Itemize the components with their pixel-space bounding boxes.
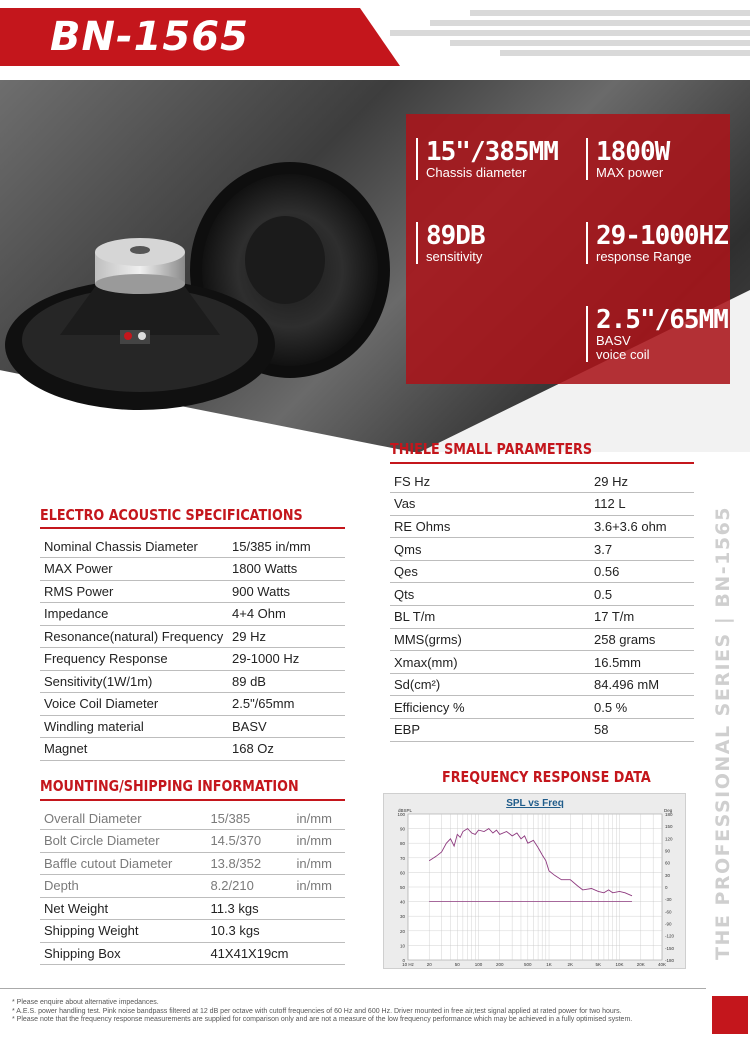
x-tick-label: 500 (524, 962, 532, 967)
mounting-table (40, 807, 345, 965)
row-value: 29 Hz (590, 470, 694, 493)
mounting-rule (40, 799, 345, 801)
electro-rule (40, 527, 345, 529)
row-value: 15/385 in/mm (228, 535, 345, 558)
footnotes (12, 999, 702, 1025)
table-row (390, 719, 694, 742)
y-tick-label: 40 (399, 899, 405, 905)
table-row (40, 693, 345, 716)
table-row (40, 603, 345, 626)
row-label: Nominal Chassis Diameter (40, 535, 228, 558)
table-row (40, 807, 345, 830)
table-row (390, 583, 694, 606)
row-label: Net Weight (40, 897, 206, 920)
row-label: Xmax(mm) (390, 651, 590, 674)
table-row (390, 673, 694, 696)
row-value (293, 897, 345, 920)
table-row (390, 515, 694, 538)
table-row (40, 715, 345, 738)
row-value: 8.2/210 (206, 875, 292, 898)
x-tick-label: 20 (426, 962, 432, 967)
table-row (40, 648, 345, 671)
row-label: Voice Coil Diameter (40, 693, 228, 716)
table-row (390, 696, 694, 719)
x-tick-label: 10 Hz (402, 962, 414, 967)
table-row (40, 580, 345, 603)
table-row (390, 651, 694, 674)
header-stripes (380, 8, 750, 66)
chart-title: SPL vs Freq (506, 798, 564, 809)
row-value: in/mm (293, 807, 345, 830)
x-tick-label: 200 (495, 962, 504, 967)
x-tick-label: 100 (474, 962, 483, 967)
y2-tick-label: 180 (665, 812, 673, 817)
row-value: in/mm (293, 852, 345, 875)
y2-tick-label: -150 (665, 945, 675, 951)
row-label: MMS(grms) (390, 628, 590, 651)
row-label: RMS Power (40, 580, 228, 603)
row-label: Shipping Box (40, 942, 206, 965)
table-row (40, 670, 345, 693)
speaker-illustration (0, 160, 400, 460)
row-value (293, 920, 345, 943)
x-tick-label: 5K (595, 962, 602, 967)
row-value: 258 grams (590, 628, 694, 651)
row-label: Qes (390, 560, 590, 583)
spec-response-range: 29-1000HZ response Range (586, 222, 728, 264)
y-tick-label: 70 (399, 855, 405, 861)
row-label: Sd(cm²) (390, 673, 590, 696)
table-row (40, 738, 345, 761)
row-value: 0.5 (590, 583, 694, 606)
row-value: 0.5 % (590, 696, 694, 719)
table-row (390, 628, 694, 651)
spec-sensitivity: 89DB sensitivity (416, 222, 485, 264)
thiele-rule (390, 462, 694, 464)
table-row (40, 875, 345, 898)
row-label: Shipping Weight (40, 920, 206, 943)
table-row (40, 830, 345, 853)
row-value: 58 (590, 719, 694, 742)
row-value: 3.7 (590, 538, 694, 561)
header-banner (0, 0, 750, 78)
y2-tick-label: 60 (665, 860, 671, 866)
table-row (40, 942, 345, 965)
row-label: Depth (40, 875, 206, 898)
row-value: 900 Watts (228, 580, 345, 603)
row-label: Sensitivity(1W/1m) (40, 670, 228, 693)
row-value (293, 942, 345, 965)
row-label: Impedance (40, 603, 228, 626)
y2-axis-label: Deg (664, 808, 673, 813)
table-row (40, 897, 345, 920)
row-value: 29 Hz (228, 625, 345, 648)
table-row (390, 470, 694, 493)
y2-tick-label: -60 (665, 909, 672, 915)
y2-tick-label: -30 (665, 897, 672, 903)
row-label: FS Hz (390, 470, 590, 493)
row-value: 41X41X19cm (206, 942, 292, 965)
row-value: in/mm (293, 830, 345, 853)
electro-title: ELECTRO ACOUSTIC SPECIFICATIONS (40, 506, 303, 524)
table-row (40, 558, 345, 581)
y-tick-label: 80 (399, 841, 405, 847)
row-value: 10.3 kgs (206, 920, 292, 943)
row-label: Windling material (40, 715, 228, 738)
row-label: Qms (390, 538, 590, 561)
table-row (390, 560, 694, 583)
y2-tick-label: 120 (665, 836, 673, 842)
row-label: MAX Power (40, 558, 228, 581)
electro-table (40, 535, 345, 761)
row-value: 4+4 Ohm (228, 603, 345, 626)
footnote: * Please note that the frequency response measurements are supplied for comparison only and are not a measure of the low frequency performance which may be achieved in a fully optimised system. (12, 1016, 633, 1023)
row-value: 84.496 mM (590, 673, 694, 696)
row-label: RE Ohms (390, 515, 590, 538)
x-tick-label: 10K (615, 962, 624, 967)
y2-tick-label: -90 (665, 921, 672, 927)
footer-rule (0, 988, 706, 989)
row-label: Bolt Circle Diameter (40, 830, 206, 853)
row-value: 89 dB (228, 670, 345, 693)
row-value: 17 T/m (590, 606, 694, 629)
row-label: Efficiency % (390, 696, 590, 719)
x-tick-label: 20K (636, 962, 645, 967)
row-label: Vas (390, 493, 590, 516)
y2-tick-label: 150 (665, 824, 673, 830)
row-value: BASV (228, 715, 345, 738)
frequency-title: FREQUENCY RESPONSE DATA (442, 768, 651, 786)
x-tick-label: 50 (454, 962, 460, 967)
row-label: Magnet (40, 738, 228, 761)
footnote: * Please enquire about alternative impedances. (12, 999, 159, 1006)
x-tick-label: 2K (567, 962, 574, 967)
x-tick-label: 1K (546, 962, 552, 967)
model-title: BN-1565 (50, 14, 249, 60)
y-tick-label: 100 (397, 812, 405, 817)
thiele-table (390, 470, 694, 742)
row-label: Resonance(natural) Frequency (40, 625, 228, 648)
row-value: 16.5mm (590, 651, 694, 674)
row-value: 13.8/352 (206, 852, 292, 875)
row-value: 168 Oz (228, 738, 345, 761)
table-row (390, 606, 694, 629)
y-axis-label: dBSPL (398, 808, 413, 813)
row-value: 3.6+3.6 ohm (590, 515, 694, 538)
x-tick-label: 40K (657, 962, 667, 967)
y-tick-label: 10 (399, 943, 405, 949)
y2-tick-label: -180 (665, 958, 675, 963)
frequency-graph (383, 793, 686, 969)
table-row (40, 535, 345, 558)
row-value: in/mm (293, 875, 345, 898)
y2-tick-label: 0 (665, 885, 668, 890)
row-value: 112 L (590, 493, 694, 516)
spec-max-power: 1800W MAX power (586, 138, 669, 180)
row-value: 2.5"/65mm (228, 693, 345, 716)
footnote: * A.E.S. power handling test. Pink noise bandpass filtered at 12 dB per octave with cutoff frequencies of 60 Hz and 600 Hz. Driver mounted in free air,test signal applied at rated power for two hours. (12, 1007, 622, 1015)
row-label: Baffle cutout Diameter (40, 852, 206, 875)
spec-voice-coil: 2.5"/65MM BASV voice coil (586, 306, 728, 362)
mounting-title: MOUNTING/SHIPPING INFORMATION (40, 777, 299, 795)
y2-tick-label: 90 (665, 848, 671, 854)
row-value: 15/385 (206, 807, 292, 830)
y-tick-label: 20 (399, 928, 405, 934)
y-tick-label: 60 (399, 870, 405, 876)
table-row (40, 625, 345, 648)
table-row (390, 538, 694, 561)
row-value: 0.56 (590, 560, 694, 583)
y-tick-label: 90 (399, 826, 405, 832)
thiele-title: THIELE SMALL PARAMETERS (390, 440, 593, 458)
row-label: EBP (390, 719, 590, 742)
y-tick-label: 30 (399, 914, 405, 920)
spec-chassis: 15"/385MM Chassis diameter (416, 138, 558, 180)
table-row (40, 920, 345, 943)
row-label: Overall Diameter (40, 807, 206, 830)
row-label: Frequency Response (40, 648, 228, 671)
table-row (40, 852, 345, 875)
y2-tick-label: -120 (665, 933, 675, 939)
y-tick-label: 0 (402, 958, 405, 963)
key-specs-panel (406, 114, 730, 384)
frequency-chart-svg (384, 794, 687, 970)
series-side-text: THE PROFESSIONAL SERIES | BN-1565 (712, 505, 734, 960)
row-value: 29-1000 Hz (228, 648, 345, 671)
row-label: Qts (390, 583, 590, 606)
row-value: 14.5/370 (206, 830, 292, 853)
y-tick-label: 50 (399, 885, 405, 890)
corner-accent (712, 996, 748, 1034)
y2-tick-label: 30 (665, 872, 671, 878)
table-row (390, 493, 694, 516)
row-value: 11.3 kgs (206, 897, 292, 920)
row-value: 1800 Watts (228, 558, 345, 581)
row-label: BL T/m (390, 606, 590, 629)
